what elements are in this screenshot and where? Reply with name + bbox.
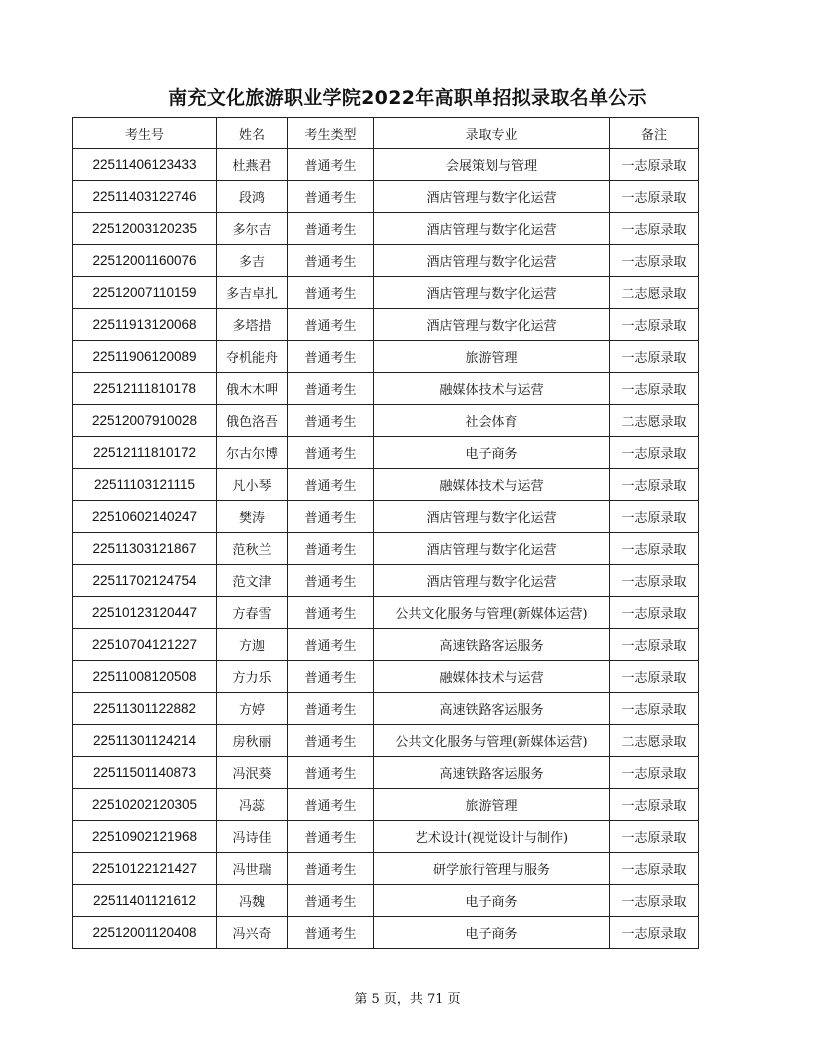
exam-number-cell: 22512111810172 <box>73 437 217 469</box>
admitted-major-cell: 酒店管理与数字化运营 <box>374 565 610 597</box>
admitted-major-cell: 旅游管理 <box>374 789 610 821</box>
remark-cell: 一志原录取 <box>610 885 699 917</box>
remark-cell: 一志原录取 <box>610 917 699 949</box>
student-name-cell: 杜燕君 <box>217 149 288 181</box>
table-row <box>73 181 699 213</box>
remark-cell: 一志原录取 <box>610 501 699 533</box>
student-name-cell: 方婷 <box>217 693 288 725</box>
table-row <box>73 309 699 341</box>
admitted-major-cell: 融媒体技术与运营 <box>374 373 610 405</box>
admitted-major-cell: 高速铁路客运服务 <box>374 629 610 661</box>
table-header-row <box>73 118 699 149</box>
candidate-type-cell: 普通考生 <box>288 821 374 853</box>
student-name-cell: 方迦 <box>217 629 288 661</box>
table-row <box>73 757 699 789</box>
student-name-cell: 方力乐 <box>217 661 288 693</box>
admitted-major-cell: 电子商务 <box>374 437 610 469</box>
exam-number-cell: 22511301124214 <box>73 725 217 757</box>
admitted-major-cell: 社会体育 <box>374 405 610 437</box>
candidate-type-cell: 普通考生 <box>288 757 374 789</box>
remark-cell: 一志原录取 <box>610 821 699 853</box>
page-title: 南充文化旅游职业学院2022年高职单招拟录取名单公示 <box>168 87 647 109</box>
admitted-major-cell: 酒店管理与数字化运营 <box>374 501 610 533</box>
table-row <box>73 661 699 693</box>
exam-number-cell: 22511913120068 <box>73 309 217 341</box>
table-row <box>73 853 699 885</box>
student-name-cell: 冯兴奇 <box>217 917 288 949</box>
remark-cell: 一志原录取 <box>610 245 699 277</box>
candidate-type-cell: 普通考生 <box>288 885 374 917</box>
exam-number-cell: 22511406123433 <box>73 149 217 181</box>
remark-cell: 一志原录取 <box>610 309 699 341</box>
student-name-cell: 方春雪 <box>217 597 288 629</box>
remark-cell: 一志原录取 <box>610 181 699 213</box>
table-row <box>73 821 699 853</box>
exam-number-cell: 22510602140247 <box>73 501 217 533</box>
student-name-cell: 冯魏 <box>217 885 288 917</box>
table-row <box>73 917 699 949</box>
exam-number-cell: 22512001160076 <box>73 245 217 277</box>
table-row <box>73 501 699 533</box>
student-name-cell: 凡小琴 <box>217 469 288 501</box>
student-name-cell: 尔古尔博 <box>217 437 288 469</box>
table-row <box>73 629 699 661</box>
table-row <box>73 245 699 277</box>
remark-cell: 一志原录取 <box>610 565 699 597</box>
student-name-cell: 夺机能舟 <box>217 341 288 373</box>
exam-number-cell: 22512111810178 <box>73 373 217 405</box>
table-row <box>73 789 699 821</box>
table-row <box>73 437 699 469</box>
table-row <box>73 373 699 405</box>
column-header-major: 录取专业 <box>374 118 610 149</box>
table-row <box>73 213 699 245</box>
table-row <box>73 149 699 181</box>
column-header-name: 姓名 <box>217 118 288 149</box>
student-name-cell: 冯泯葵 <box>217 757 288 789</box>
candidate-type-cell: 普通考生 <box>288 245 374 277</box>
student-name-cell: 樊涛 <box>217 501 288 533</box>
remark-cell: 一志原录取 <box>610 661 699 693</box>
candidate-type-cell: 普通考生 <box>288 309 374 341</box>
student-name-cell: 俄木木呷 <box>217 373 288 405</box>
remark-cell: 一志原录取 <box>610 853 699 885</box>
remark-cell: 一志原录取 <box>610 149 699 181</box>
candidate-type-cell: 普通考生 <box>288 373 374 405</box>
column-header-remark: 备注 <box>610 118 699 149</box>
admitted-major-cell: 酒店管理与数字化运营 <box>374 245 610 277</box>
student-name-cell: 范秋兰 <box>217 533 288 565</box>
admitted-major-cell: 公共文化服务与管理(新媒体运营) <box>374 597 610 629</box>
exam-number-cell: 22511303121867 <box>73 533 217 565</box>
table-body <box>73 149 699 949</box>
exam-number-cell: 22510704121227 <box>73 629 217 661</box>
candidate-type-cell: 普通考生 <box>288 565 374 597</box>
candidate-type-cell: 普通考生 <box>288 533 374 565</box>
candidate-type-cell: 普通考生 <box>288 181 374 213</box>
candidate-type-cell: 普通考生 <box>288 149 374 181</box>
candidate-type-cell: 普通考生 <box>288 853 374 885</box>
column-header-exam-number: 考生号 <box>73 118 217 149</box>
student-name-cell: 冯世瑞 <box>217 853 288 885</box>
admitted-major-cell: 公共文化服务与管理(新媒体运营) <box>374 725 610 757</box>
admitted-major-cell: 高速铁路客运服务 <box>374 693 610 725</box>
exam-number-cell: 22510202120305 <box>73 789 217 821</box>
admitted-major-cell: 高速铁路客运服务 <box>374 757 610 789</box>
exam-number-cell: 22511501140873 <box>73 757 217 789</box>
table-row <box>73 693 699 725</box>
student-name-cell: 冯蕊 <box>217 789 288 821</box>
candidate-type-cell: 普通考生 <box>288 341 374 373</box>
admitted-major-cell: 酒店管理与数字化运营 <box>374 277 610 309</box>
remark-cell: 二志愿录取 <box>610 277 699 309</box>
remark-cell: 一志原录取 <box>610 437 699 469</box>
candidate-type-cell: 普通考生 <box>288 405 374 437</box>
table-row <box>73 405 699 437</box>
table-row <box>73 565 699 597</box>
admitted-major-cell: 电子商务 <box>374 885 610 917</box>
student-name-cell: 多吉 <box>217 245 288 277</box>
table-row <box>73 277 699 309</box>
remark-cell: 二志愿录取 <box>610 725 699 757</box>
student-name-cell: 俄色洛吾 <box>217 405 288 437</box>
candidate-type-cell: 普通考生 <box>288 501 374 533</box>
remark-cell: 一志原录取 <box>610 757 699 789</box>
remark-cell: 一志原录取 <box>610 213 699 245</box>
table-row <box>73 469 699 501</box>
student-name-cell: 冯诗佳 <box>217 821 288 853</box>
candidate-type-cell: 普通考生 <box>288 629 374 661</box>
exam-number-cell: 22510123120447 <box>73 597 217 629</box>
remark-cell: 一志原录取 <box>610 597 699 629</box>
exam-number-cell: 22511008120508 <box>73 661 217 693</box>
remark-cell: 一志原录取 <box>610 789 699 821</box>
candidate-type-cell: 普通考生 <box>288 693 374 725</box>
candidate-type-cell: 普通考生 <box>288 725 374 757</box>
admitted-major-cell: 电子商务 <box>374 917 610 949</box>
exam-number-cell: 22512007910028 <box>73 405 217 437</box>
candidate-type-cell: 普通考生 <box>288 277 374 309</box>
admitted-major-cell: 会展策划与管理 <box>374 149 610 181</box>
student-name-cell: 范文津 <box>217 565 288 597</box>
exam-number-cell: 22512001120408 <box>73 917 217 949</box>
candidate-type-cell: 普通考生 <box>288 213 374 245</box>
remark-cell: 一志原录取 <box>610 373 699 405</box>
admitted-major-cell: 酒店管理与数字化运营 <box>374 309 610 341</box>
table-row <box>73 341 699 373</box>
admitted-major-cell: 研学旅行管理与服务 <box>374 853 610 885</box>
exam-number-cell: 22510902121968 <box>73 821 217 853</box>
admission-table <box>72 117 699 949</box>
exam-number-cell: 22511702124754 <box>73 565 217 597</box>
candidate-type-cell: 普通考生 <box>288 917 374 949</box>
admitted-major-cell: 融媒体技术与运营 <box>374 661 610 693</box>
remark-cell: 一志原录取 <box>610 469 699 501</box>
exam-number-cell: 22512007110159 <box>73 277 217 309</box>
student-name-cell: 多吉卓扎 <box>217 277 288 309</box>
remark-cell: 二志愿录取 <box>610 405 699 437</box>
admitted-major-cell: 酒店管理与数字化运营 <box>374 181 610 213</box>
column-header-candidate-type: 考生类型 <box>288 118 374 149</box>
student-name-cell: 房秋丽 <box>217 725 288 757</box>
candidate-type-cell: 普通考生 <box>288 437 374 469</box>
admitted-major-cell: 融媒体技术与运营 <box>374 469 610 501</box>
exam-number-cell: 22511906120089 <box>73 341 217 373</box>
candidate-type-cell: 普通考生 <box>288 661 374 693</box>
remark-cell: 一志原录取 <box>610 629 699 661</box>
table-row <box>73 885 699 917</box>
table-row <box>73 533 699 565</box>
admitted-major-cell: 酒店管理与数字化运营 <box>374 213 610 245</box>
exam-number-cell: 22510122121427 <box>73 853 217 885</box>
exam-number-cell: 22511401121612 <box>73 885 217 917</box>
admitted-major-cell: 酒店管理与数字化运营 <box>374 533 610 565</box>
exam-number-cell: 22511301122882 <box>73 693 217 725</box>
remark-cell: 一志原录取 <box>610 533 699 565</box>
student-name-cell: 多尔吉 <box>217 213 288 245</box>
exam-number-cell: 22512003120235 <box>73 213 217 245</box>
remark-cell: 一志原录取 <box>610 341 699 373</box>
admitted-major-cell: 艺术设计(视觉设计与制作) <box>374 821 610 853</box>
student-name-cell: 多塔措 <box>217 309 288 341</box>
candidate-type-cell: 普通考生 <box>288 597 374 629</box>
table-row <box>73 725 699 757</box>
remark-cell: 一志原录取 <box>610 693 699 725</box>
student-name-cell: 段鸿 <box>217 181 288 213</box>
table-row <box>73 597 699 629</box>
candidate-type-cell: 普通考生 <box>288 469 374 501</box>
exam-number-cell: 22511103121115 <box>73 469 217 501</box>
candidate-type-cell: 普通考生 <box>288 789 374 821</box>
exam-number-cell: 22511403122746 <box>73 181 217 213</box>
admitted-major-cell: 旅游管理 <box>374 341 610 373</box>
page-number: 第 5 页，共 71 页 <box>354 992 461 1007</box>
